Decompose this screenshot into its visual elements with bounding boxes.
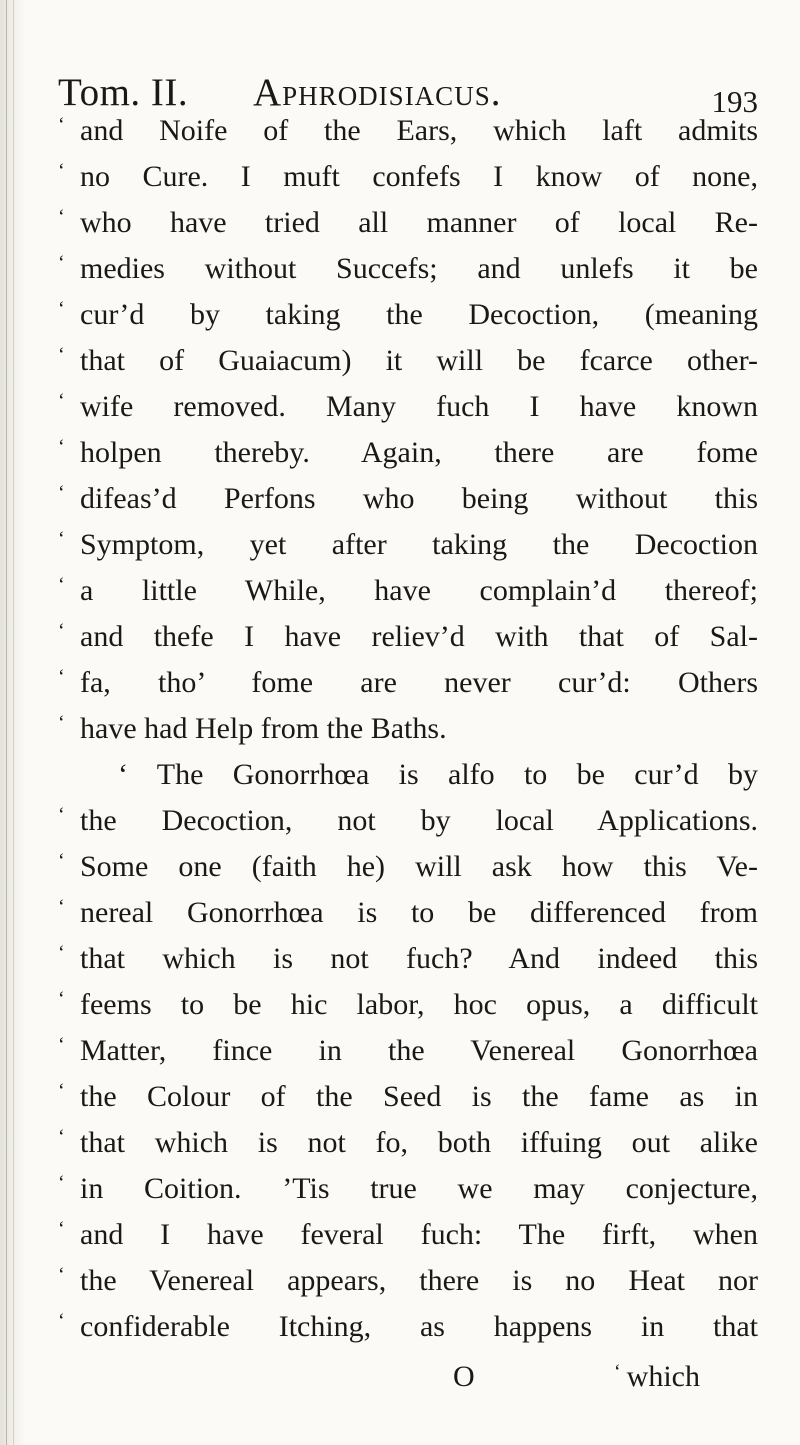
page-number: 193: [711, 84, 758, 119]
text-line: [58, 476, 758, 522]
line-text: no Cure. I muft confefs I know of none,: [80, 160, 758, 193]
line-text: Symptom, yet after taking the Decoction: [80, 528, 758, 561]
text-line: [58, 798, 758, 844]
line-text: ‘ The Gonorrhœa is alfo to be cur’d by: [118, 758, 758, 791]
text-line: [58, 154, 758, 200]
text-line: [58, 982, 758, 1028]
catchword-quote-mark: ‘: [614, 1361, 621, 1383]
line-quote-mark: ‘: [58, 1034, 65, 1056]
line-text: Matter, fince in the Venereal Gonorrhœa: [80, 1034, 758, 1067]
gutter-edge-line: [6, 0, 7, 1445]
text-line: [58, 1120, 758, 1166]
running-title: Aphrodisiacus.: [253, 71, 502, 114]
line-text: cur’d by taking the Decoction, (meaning: [80, 298, 758, 331]
line-quote-mark: ‘: [58, 482, 65, 504]
catchword: [614, 1360, 700, 1394]
text-line: [58, 246, 758, 292]
line-text: fa, tho’ fome are never cur’d: Others: [80, 666, 758, 699]
line-text: difeas’d Perfons who being without this: [80, 482, 758, 515]
line-quote-mark: ‘: [58, 850, 65, 872]
line-quote-mark: ‘: [58, 712, 65, 734]
text-line: [58, 200, 758, 246]
line-quote-mark: ‘: [58, 896, 65, 918]
line-quote-mark: ‘: [58, 160, 65, 182]
line-text: who have tried all manner of local Re-: [80, 206, 758, 239]
text-line: [58, 384, 758, 430]
text-line: [58, 522, 758, 568]
line-quote-mark: ‘: [58, 436, 65, 458]
line-text: nereal Gonorrhœa is to be differenced from: [80, 896, 758, 929]
text-line: [58, 936, 758, 982]
line-quote-mark: ‘: [58, 1264, 65, 1286]
line-text: the Decoction, not by local Applications.: [80, 804, 758, 837]
text-line: [58, 1304, 758, 1350]
line-text: have had Help from the Baths.: [80, 712, 447, 745]
text-line: [58, 430, 758, 476]
text-line: [58, 1028, 758, 1074]
line-text: that of Guaiacum) it will be fcarce other-: [80, 344, 758, 377]
line-text: wife removed. Many fuch I have known: [80, 390, 758, 423]
line-quote-mark: ‘: [58, 620, 65, 642]
text-line: [58, 1166, 758, 1212]
line-quote-mark: ‘: [58, 206, 65, 228]
text-line: [58, 706, 758, 752]
body-text: [58, 108, 758, 1350]
line-quote-mark: ‘: [58, 1080, 65, 1102]
line-text: that which is not fuch? And indeed this: [80, 942, 758, 975]
line-quote-mark: ‘: [58, 390, 65, 412]
line-quote-mark: ‘: [58, 528, 65, 550]
line-quote-mark: ‘: [58, 942, 65, 964]
line-text: Some one (faith he) will ask how this Ve-: [80, 850, 758, 883]
line-text: that which is not fo, both iffuing out alike: [80, 1126, 758, 1159]
text-line: [58, 568, 758, 614]
line-text: and thefe I have reliev’d with that of Sal-: [80, 620, 758, 653]
line-quote-mark: ‘: [58, 1310, 65, 1332]
text-line: [58, 292, 758, 338]
line-text: and Noife of the Ears, which laft admits: [80, 114, 758, 147]
line-text: the Colour of the Seed is the fame as in: [80, 1080, 758, 1113]
line-quote-mark: ‘: [58, 252, 65, 274]
line-text: feems to be hic labor, hoc opus, a difficult: [80, 988, 758, 1021]
text-line: [58, 890, 758, 936]
line-quote-mark: ‘: [58, 1172, 65, 1194]
line-quote-mark: ‘: [58, 114, 65, 136]
line-quote-mark: ‘: [58, 1126, 65, 1148]
line-text: in Coition. ’Tis true we may conjecture,: [80, 1172, 758, 1205]
line-quote-mark: ‘: [58, 804, 65, 826]
text-line: [58, 844, 758, 890]
catchword-text: which: [626, 1360, 700, 1393]
text-line: [58, 1074, 758, 1120]
signature-mark: O: [453, 1360, 475, 1393]
text-line: [58, 108, 758, 154]
line-text: a little While, have complain’d thereof;: [80, 574, 758, 607]
line-text: the Venereal appears, there is no Heat nor: [80, 1264, 758, 1297]
page-footer: [58, 1360, 758, 1406]
line-quote-mark: ‘: [58, 1218, 65, 1240]
text-line: [58, 660, 758, 706]
line-quote-mark: ‘: [58, 988, 65, 1010]
text-line: [58, 1212, 758, 1258]
gutter-edge-line: [13, 0, 14, 1445]
line-quote-mark: ‘: [58, 574, 65, 596]
line-text: and I have feveral fuch: The firft, when: [80, 1218, 758, 1251]
line-quote-mark: ‘: [58, 344, 65, 366]
line-text: medies without Succefs; and unlefs it be: [80, 252, 758, 285]
line-text: holpen thereby. Again, there are fome: [80, 436, 758, 469]
text-line: [58, 614, 758, 660]
line-quote-mark: ‘: [58, 298, 65, 320]
text-line: [58, 1258, 758, 1304]
text-line: [58, 752, 758, 798]
line-text: confiderable Itching, as happens in that: [80, 1310, 758, 1343]
text-line: [58, 338, 758, 384]
volume-label: Tom. II.: [58, 71, 189, 114]
line-quote-mark: ‘: [58, 666, 65, 688]
